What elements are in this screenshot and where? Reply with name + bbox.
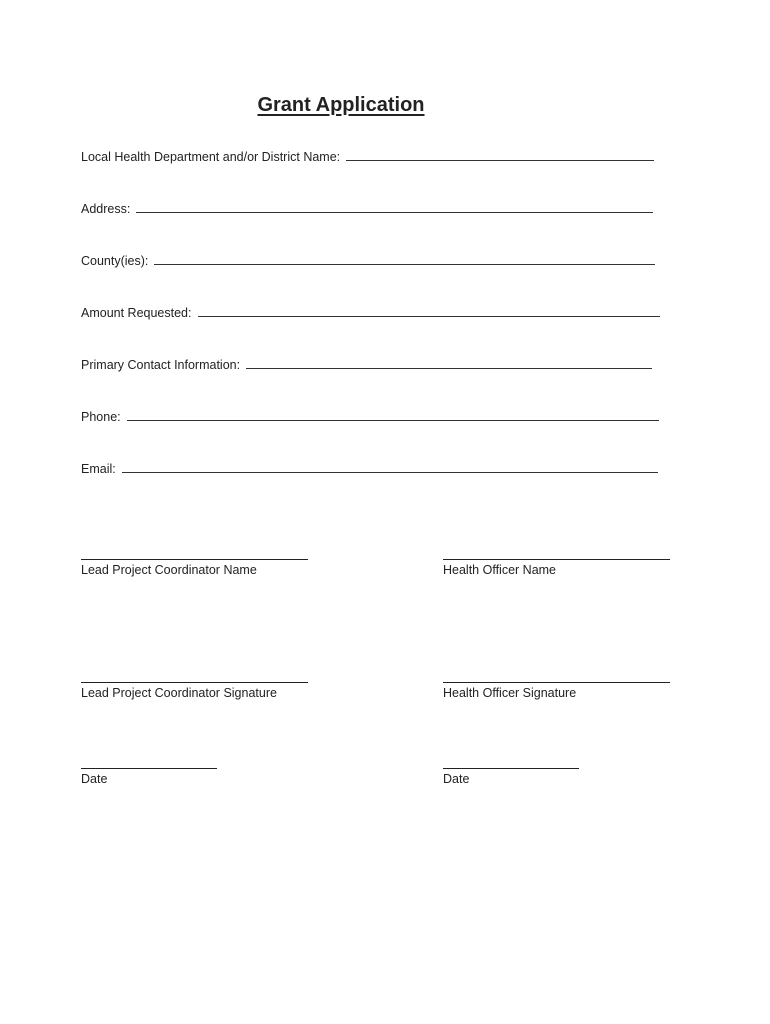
health-officer-name-label: Health Officer Name xyxy=(443,563,557,577)
address-field xyxy=(81,198,653,216)
primary-contact-label: Primary Contact Information: xyxy=(81,358,241,372)
lead-date-label: Date xyxy=(81,772,108,786)
phone-field xyxy=(81,406,659,424)
counties-input[interactable] xyxy=(154,264,655,265)
primary-contact-input[interactable] xyxy=(246,368,652,369)
lead-coordinator-signature-line[interactable] xyxy=(81,682,308,683)
health-officer-signature-label: Health Officer Signature xyxy=(443,686,577,700)
lead-date-line[interactable] xyxy=(81,768,217,769)
health-department-label: Local Health Department and/or District Name: xyxy=(81,150,341,164)
email-input[interactable] xyxy=(122,472,658,473)
address-input[interactable] xyxy=(136,212,653,213)
health-officer-name-line[interactable] xyxy=(443,559,670,560)
amount-requested-label: Amount Requested: xyxy=(81,306,192,320)
email-label: Email: xyxy=(81,462,116,476)
amount-requested-input[interactable] xyxy=(198,316,660,317)
health-department-input[interactable] xyxy=(346,160,654,161)
lead-coordinator-name-label: Lead Project Coordinator Name xyxy=(81,563,257,577)
phone-input[interactable] xyxy=(127,420,659,421)
email-field xyxy=(81,458,658,476)
address-label: Address: xyxy=(81,202,131,216)
amount-requested-field xyxy=(81,302,660,320)
health-department-field xyxy=(81,146,654,164)
primary-contact-field xyxy=(81,354,652,372)
page-title: Grant Application xyxy=(257,94,425,116)
lead-coordinator-name-line[interactable] xyxy=(81,559,308,560)
counties-label: County(ies): xyxy=(81,254,149,268)
officer-date-label: Date xyxy=(443,772,470,786)
lead-coordinator-signature-label: Lead Project Coordinator Signature xyxy=(81,686,277,700)
phone-label: Phone: xyxy=(81,410,121,424)
officer-date-line[interactable] xyxy=(443,768,579,769)
health-officer-signature-line[interactable] xyxy=(443,682,670,683)
counties-field xyxy=(81,250,655,268)
